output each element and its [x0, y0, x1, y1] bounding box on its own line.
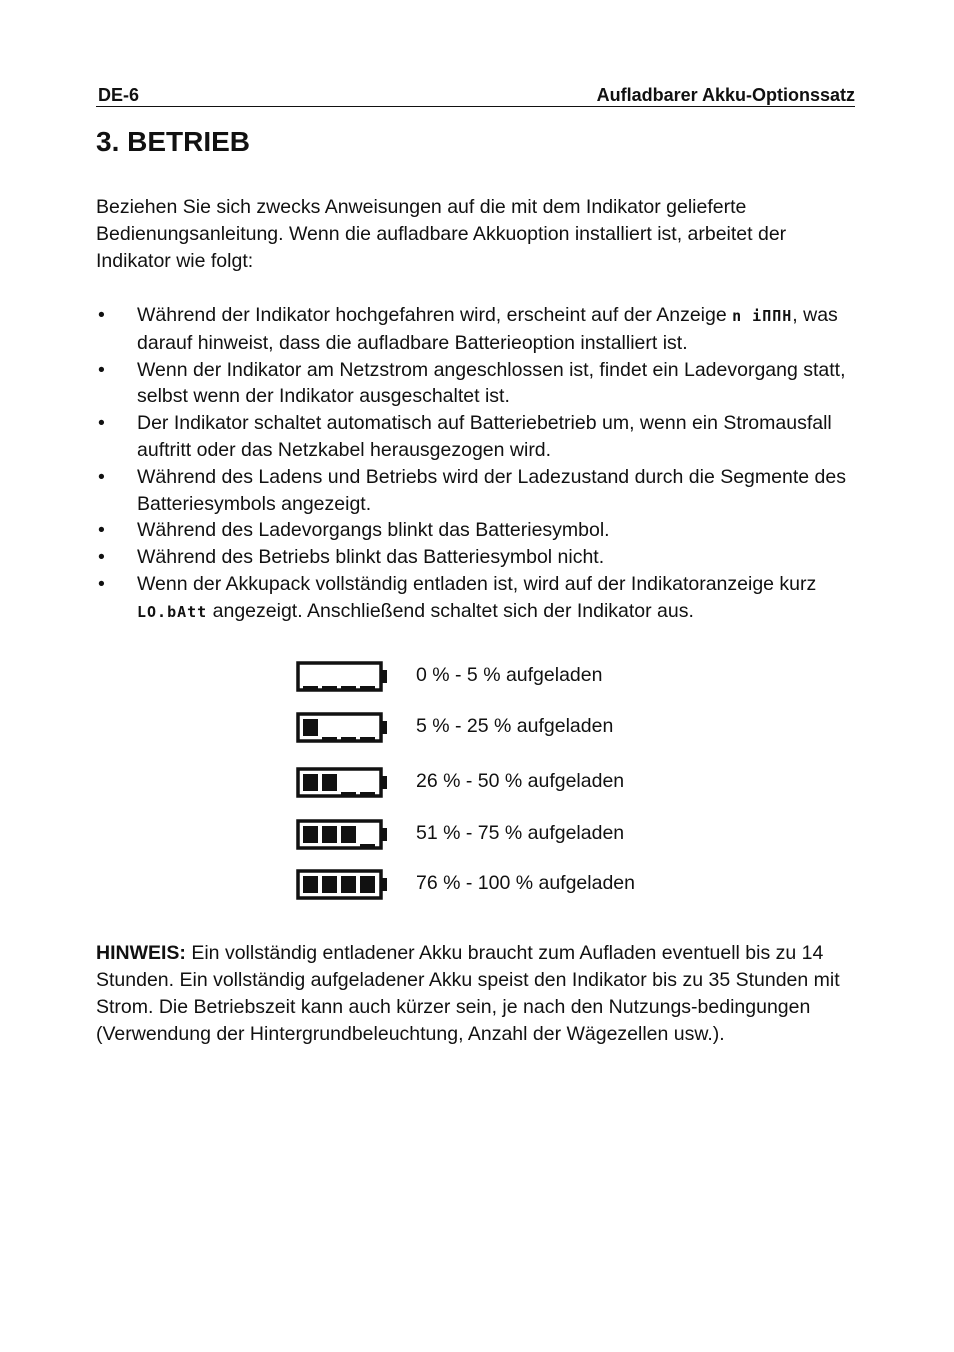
battery-terminal — [381, 721, 387, 734]
battery-level-label: 76 % - 100 % aufgeladen — [416, 872, 635, 894]
chapter-heading: 3. BETRIEB — [96, 126, 251, 157]
bullet-dot: • — [98, 412, 105, 435]
list-item — [96, 571, 856, 626]
bullet-text: Während des Betriebs blinkt das Batteriesymbol nicht. — [137, 546, 605, 569]
battery-level-label: 26 % - 50 % aufgeladen — [416, 770, 625, 792]
battery-icon — [296, 660, 390, 694]
list-item — [96, 357, 856, 411]
list-item — [96, 410, 856, 464]
battery-terminal — [381, 776, 387, 789]
page-number: DE-6 — [98, 85, 140, 105]
battery-level-row — [296, 818, 716, 852]
battery-segment-empty — [341, 792, 356, 795]
battery-level-label: 51 % - 75 % aufgeladen — [416, 822, 625, 844]
list-item — [96, 517, 856, 544]
battery-terminal — [381, 670, 387, 683]
bullet-dot: • — [98, 465, 105, 488]
bullet-text: Der Indikator schaltet automatisch auf Batteriebetrieb um, wenn ein Stromausfall auftritt oder das Netzkabel herausgezogen wird. — [137, 412, 832, 461]
battery-icon — [296, 711, 390, 745]
battery-level-row — [296, 868, 716, 902]
page-header — [96, 84, 855, 107]
battery-segment-filled — [303, 876, 318, 893]
battery-segment-empty — [360, 686, 375, 689]
battery-icon — [296, 766, 390, 800]
battery-segment-filled — [341, 876, 356, 893]
list-item — [96, 544, 856, 571]
note-text: Ein vollständig entladener Akku braucht zum Aufladen eventuell bis zu 14 Stunden. Ein vollständig aufgeladener Akku speist den Indikator bis zu 35 Stunden mit Strom. Die Betriebszeit kann auch kürzer sein, je nach den Nutzungs-bedingungen (Verwendung der Hintergrundbeleuchtung, Anzahl der Wägezellen usw.). — [96, 942, 840, 1045]
bullet-text: angezeigt. Anschließend schaltet sich der Indikator aus. — [207, 599, 694, 622]
battery-segment-filled — [360, 876, 375, 893]
battery-segment-empty — [322, 686, 337, 689]
battery-segment-empty — [360, 844, 375, 847]
battery-terminal — [381, 878, 387, 891]
battery-icon — [296, 818, 390, 852]
list-item — [96, 302, 856, 357]
bullet-text: Während des Ladevorgangs blinkt das Batteriesymbol. — [137, 519, 610, 542]
battery-segment-filled — [322, 876, 337, 893]
battery-segment-empty — [303, 686, 318, 689]
battery-terminal — [381, 828, 387, 841]
bullet-text: Wenn der Akkupack vollständig entladen ist, wird auf der Indikatoranzeige kurz — [137, 572, 817, 595]
note-paragraph — [96, 940, 856, 1048]
battery-level-row — [296, 660, 716, 694]
battery-segment-filled — [322, 774, 337, 791]
battery-outline — [298, 663, 381, 690]
battery-level-label: 0 % - 5 % aufgeladen — [416, 664, 603, 686]
battery-segment-empty — [360, 792, 375, 795]
battery-segment-empty — [341, 686, 356, 689]
battery-icon — [296, 868, 390, 902]
battery-segment-filled — [322, 826, 337, 843]
bullet-text: , was darauf hinweist, dass die aufladbare Batterieoption installiert ist. — [137, 304, 838, 354]
bullet-dot: • — [98, 358, 105, 381]
list-item — [96, 464, 856, 518]
battery-segment-filled — [303, 774, 318, 791]
battery-segment-empty — [322, 737, 337, 740]
battery-segment-filled — [303, 719, 318, 736]
intro-paragraph: Beziehen Sie sich zwecks Anweisungen auf die mit dem Indikator gelieferte Bedienungsanleitung. Wenn die aufladbare Akkuoption installiert ist, arbeitet der Indikator wie folgt: — [96, 196, 787, 272]
bullet-text: Während der Indikator hochgefahren wird, erscheint auf der Anzeige — [137, 304, 733, 326]
battery-level-row — [296, 766, 716, 800]
battery-segment-filled — [303, 826, 318, 843]
battery-segment-empty — [341, 737, 356, 740]
bullet-list — [96, 302, 856, 626]
bullet-dot: • — [98, 304, 105, 326]
battery-level-label: 5 % - 25 % aufgeladen — [416, 715, 614, 737]
section-title: Aufladbarer Akku-Optionssatz — [596, 85, 855, 105]
battery-segment-filled — [341, 826, 356, 843]
bullet-text: Während des Ladens und Betriebs wird der Ladezustand durch die Segmente des Batteriesymbols angezeigt. — [137, 465, 846, 515]
bullet-dot: • — [98, 546, 105, 569]
display-readout: n iΠΠH — [732, 307, 793, 325]
bullet-dot: • — [98, 519, 105, 542]
display-readout: LO.bAtt — [137, 602, 208, 621]
bullet-dot: • — [98, 572, 105, 595]
battery-segment-empty — [360, 737, 375, 740]
note-label: HINWEIS: — [96, 942, 186, 964]
battery-level-row — [296, 711, 716, 745]
bullet-text: Wenn der Indikator am Netzstrom angeschlossen ist, findet ein Ladevorgang statt, selbst wenn der Indikator ausgeschaltet ist. — [137, 358, 846, 408]
